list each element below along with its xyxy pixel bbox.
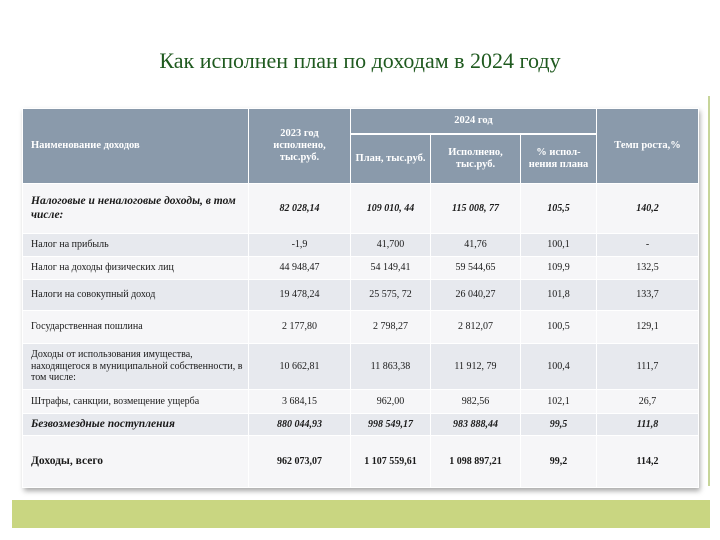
row-name: Безвозмездные поступления (23, 414, 249, 436)
table-row (23, 436, 699, 488)
row-plan: 1 107 559,61 (351, 436, 431, 488)
row-2023: 880 044,93 (249, 414, 351, 436)
row-name: Доходы, всего (23, 436, 249, 488)
header-2024: 2024 год (351, 109, 597, 135)
row-growth: 111,7 (597, 344, 699, 390)
row-done: 982,56 (431, 390, 521, 414)
row-2023: 3 684,15 (249, 390, 351, 414)
row-percent: 100,1 (521, 234, 597, 257)
header-plan: План, тыс.руб. (351, 134, 431, 184)
header-done: Исполнено, тыс.руб. (431, 134, 521, 184)
row-percent: 99,2 (521, 436, 597, 488)
row-growth: 114,2 (597, 436, 699, 488)
row-percent: 109,9 (521, 257, 597, 280)
row-growth: - (597, 234, 699, 257)
income-table-container (22, 108, 698, 488)
page-title: Как исполнен план по доходам в 2024 году (159, 48, 561, 73)
row-name: Налог на прибыль (23, 234, 249, 257)
table-row (23, 257, 699, 280)
row-done: 11 912, 79 (431, 344, 521, 390)
row-2023: 19 478,24 (249, 280, 351, 311)
header-name: Наименование доходов (23, 109, 249, 184)
header-growth: Темп роста,% (597, 109, 699, 184)
row-done: 115 008, 77 (431, 184, 521, 234)
row-growth: 111,8 (597, 414, 699, 436)
row-growth: 129,1 (597, 311, 699, 344)
header-2023: 2023 год исполнено, тыс.руб. (249, 109, 351, 184)
row-percent: 99,5 (521, 414, 597, 436)
row-plan: 962,00 (351, 390, 431, 414)
table-row (23, 184, 699, 234)
row-growth: 133,7 (597, 280, 699, 311)
row-plan: 109 010, 44 (351, 184, 431, 234)
row-name: Штрафы, санкции, возмещение ущерба (23, 390, 249, 414)
table-row (23, 280, 699, 311)
row-growth: 132,5 (597, 257, 699, 280)
row-percent: 101,8 (521, 280, 597, 311)
row-percent: 105,5 (521, 184, 597, 234)
row-plan: 2 798,27 (351, 311, 431, 344)
row-growth: 140,2 (597, 184, 699, 234)
decorative-rule (708, 96, 710, 486)
row-2023: 44 948,47 (249, 257, 351, 280)
table-row (23, 234, 699, 257)
row-growth: 26,7 (597, 390, 699, 414)
row-done: 41,76 (431, 234, 521, 257)
row-name: Государственная пошлина (23, 311, 249, 344)
row-percent: 102,1 (521, 390, 597, 414)
row-plan: 998 549,17 (351, 414, 431, 436)
row-name: Налоги на совокупный доход (23, 280, 249, 311)
row-plan: 11 863,38 (351, 344, 431, 390)
row-2023: 82 028,14 (249, 184, 351, 234)
row-2023: 2 177,80 (249, 311, 351, 344)
row-plan: 41,700 (351, 234, 431, 257)
row-done: 59 544,65 (431, 257, 521, 280)
table-row (23, 414, 699, 436)
row-done: 2 812,07 (431, 311, 521, 344)
table-row (23, 311, 699, 344)
row-plan: 25 575, 72 (351, 280, 431, 311)
row-done: 1 098 897,21 (431, 436, 521, 488)
income-table (22, 108, 699, 488)
table-row (23, 344, 699, 390)
table-row (23, 390, 699, 414)
row-plan: 54 149,41 (351, 257, 431, 280)
row-done: 983 888,44 (431, 414, 521, 436)
row-2023: 10 662,81 (249, 344, 351, 390)
row-name: Налог на доходы физических лиц (23, 257, 249, 280)
row-percent: 100,5 (521, 311, 597, 344)
row-name: Налоговые и неналоговые доходы, в том числе: (23, 184, 249, 234)
row-2023: -1,9 (249, 234, 351, 257)
footer-bar (12, 500, 710, 528)
row-name: Доходы от использования имущества, находящегося в муниципальной собственности, в том числе: (23, 344, 249, 390)
row-done: 26 040,27 (431, 280, 521, 311)
row-2023: 962 073,07 (249, 436, 351, 488)
header-percent: % испол-нения плана (521, 134, 597, 184)
row-percent: 100,4 (521, 344, 597, 390)
